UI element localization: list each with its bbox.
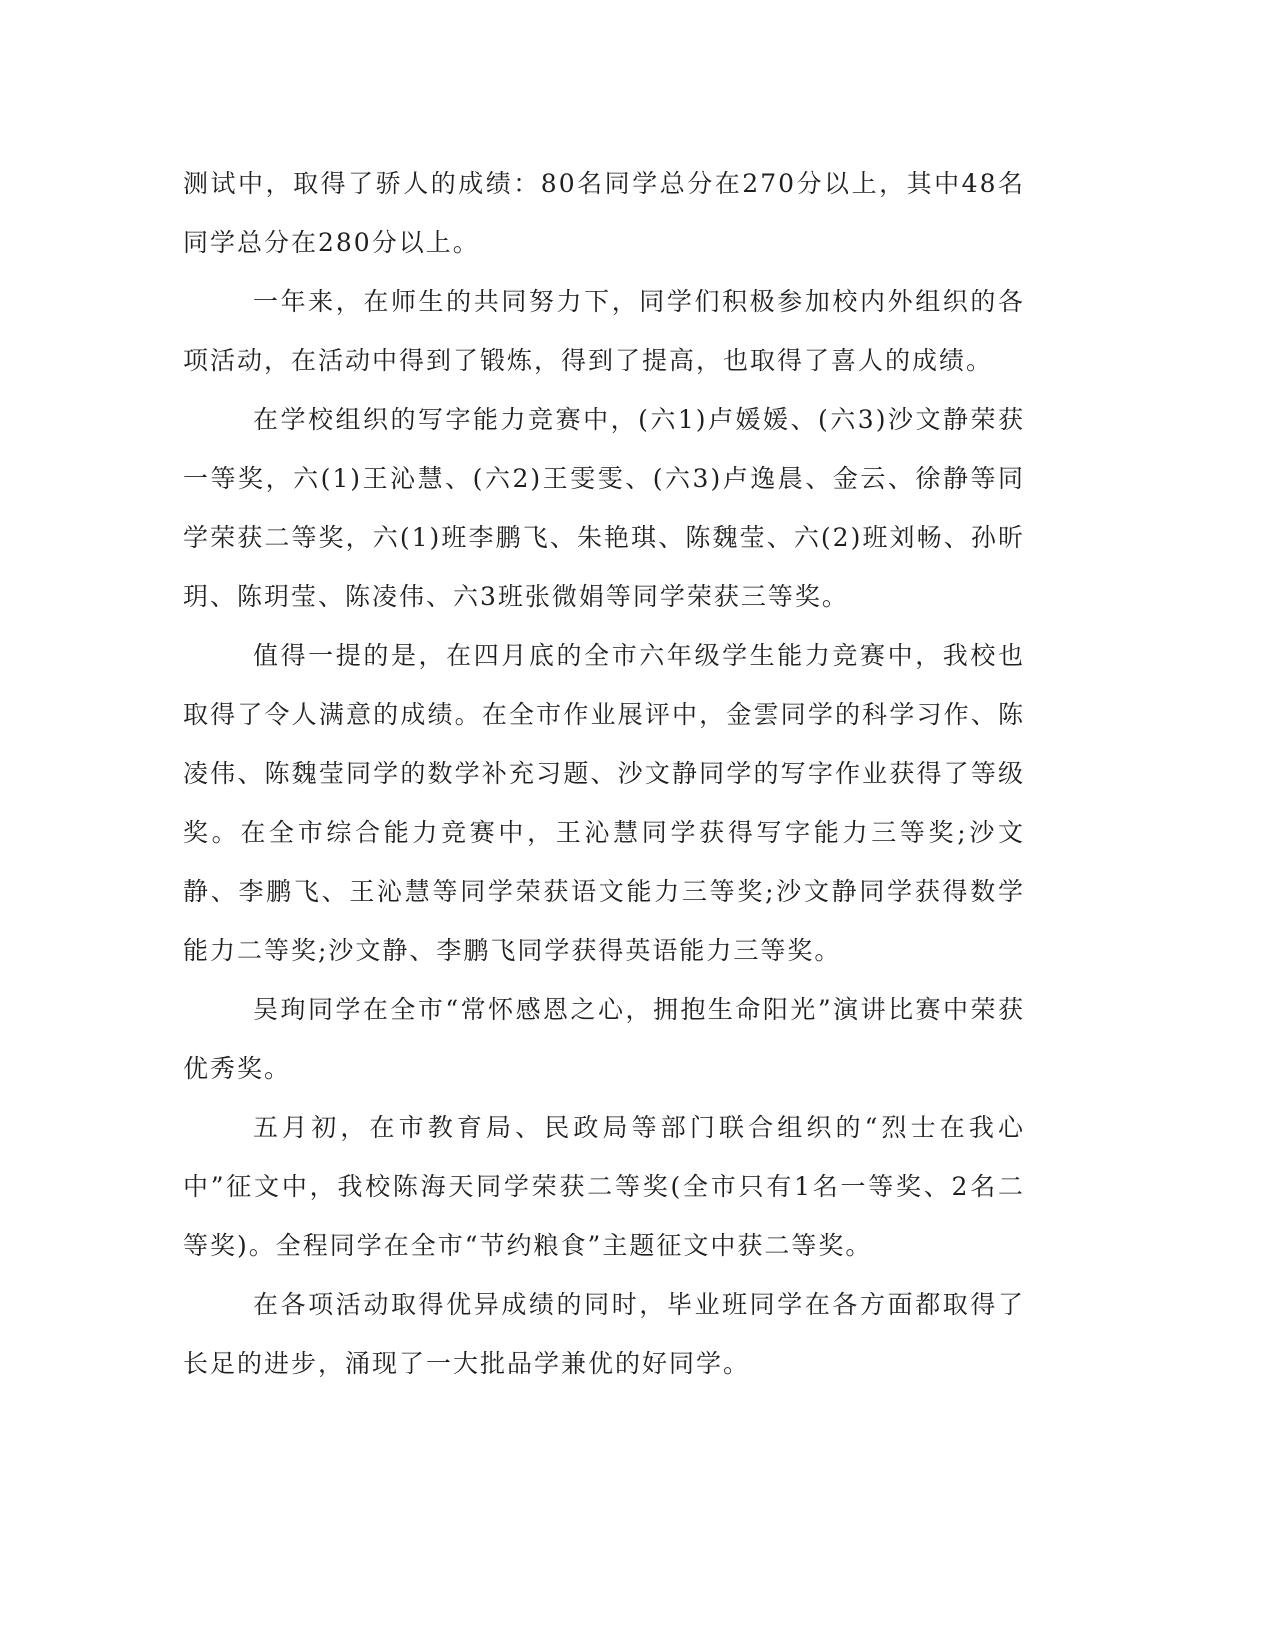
paragraph-2: 一年来，在师生的共同努力下，同学们积极参加校内外组织的各项活动，在活动中得到了锻炼，得到了提高，也取得了喜人的成绩。: [183, 287, 1025, 375]
paragraph-6: 五月初，在市教育局、民政局等部门联合组织的“烈士在我心中”征文中，我校陈海天同学荣获二等奖(全市只有1名一等奖、2名二等奖)。全程同学在全市“节约粮食”主题征文中获二等奖。: [183, 1113, 1025, 1260]
paragraph-4: 值得一提的是，在四月底的全市六年级学生能力竞赛中，我校也取得了令人满意的成绩。在全市作业展评中，金雲同学的科学习作、陈凌伟、陈魏莹同学的数学补充习题、沙文静同学的写字作业获得了等级奖。在全市综合能力竞赛中，王沁慧同学获得写字能力三等奖;沙文静、李鹏飞、王沁慧等同学荣获语文能力三等奖;沙文静同学获得数学能力二等奖;沙文静、李鹏飞同学获得英语能力三等奖。: [183, 641, 1025, 965]
paragraph-3: 在学校组织的写字能力竞赛中，(六1)卢媛媛、(六3)沙文静荣获一等奖，六(1)王沁慧、(六2)王雯雯、(六3)卢逸晨、金云、徐静等同学荣获二等奖，六(1)班李鹏飞、朱艳琪、陈魏莹、六(2)班刘畅、孙昕玥、陈玥莹、陈凌伟、六3班张微娟等同学荣获三等奖。: [183, 405, 1025, 611]
paragraph-7: 在各项活动取得优异成绩的同时，毕业班同学在各方面都取得了长足的进步，涌现了一大批品学兼优的好同学。: [183, 1290, 1025, 1378]
paragraph-1: 测试中，取得了骄人的成绩：80名同学总分在270分以上，其中48名同学总分在280分以上。: [183, 169, 1025, 257]
paragraph-5: 吴珣同学在全市“常怀感恩之心，拥抱生命阳光”演讲比赛中荣获优秀奖。: [183, 995, 1025, 1083]
document-body: [183, 154, 1025, 1393]
